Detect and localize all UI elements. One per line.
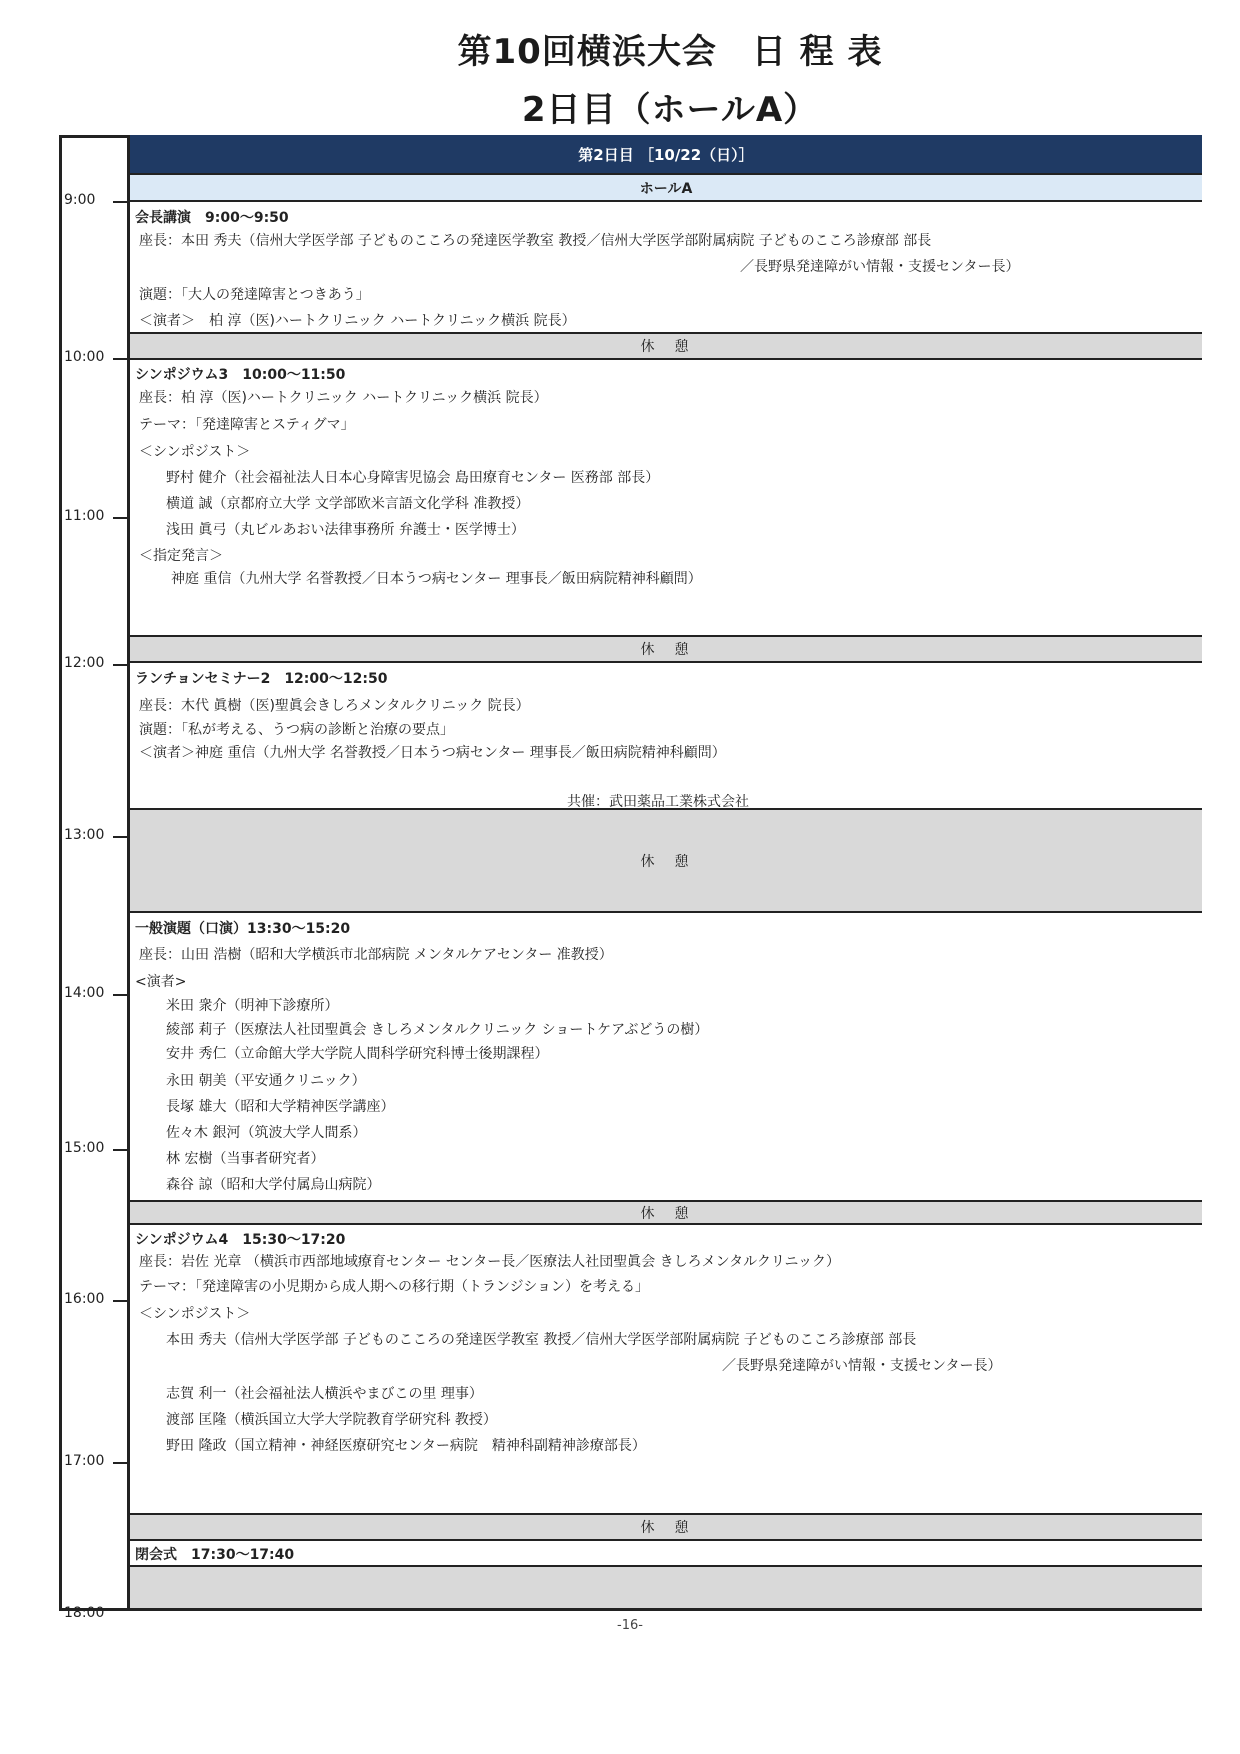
session-topic: 演題：「私が考える、うつ病の診断と治療の要点」 <box>139 722 454 738</box>
speaker-label: <演者> <box>135 974 187 990</box>
symposist: 本田 秀夫（信州大学医学部 子どものこころの発達医学教室 教授／信州大学医学部附属病院 子どものこころ診療部 部長 <box>166 1332 917 1348</box>
session-speaker: ＜演者＞ 柏 淳（医)ハートクリニック ハートクリニック横浜 院長） <box>139 313 576 329</box>
symposist-cont: ／長野県発達障がい情報・支援センター長） <box>722 1358 1002 1374</box>
symposist-label: ＜シンポジスト＞ <box>139 444 251 460</box>
symposist: 野田 隆政（国立精神・神経医療研究センター病院 精神科副精神診療部長） <box>166 1438 646 1454</box>
speaker: 綾部 莉子（医療法人社団聖眞会 きしろメンタルクリニック ショートケアぶどうの樹） <box>166 1022 709 1038</box>
session-symposium-4 <box>130 1225 1202 1515</box>
time-tick: 9:00 <box>64 192 95 208</box>
break-row: 休 憩 <box>130 334 1202 360</box>
session-chair: 座長：本田 秀夫（信州大学医学部 子どものこころの発達医学教室 教授／信州大学医学部附属病院 子どものこころ診療部 部長 <box>139 233 932 249</box>
session-title: シンポジウム4 15:30～17:20 <box>135 1232 346 1248</box>
session-chair: 座長：岩佐 光章 （横浜市西部地域療育センター センター長／医療法人社団聖眞会 きしろメンタルクリニック） <box>139 1254 840 1270</box>
session-presidential-lecture <box>130 202 1202 334</box>
speaker: 安井 秀仁（立命館大学大学院人間科学研究科博士後期課程） <box>166 1046 549 1062</box>
time-tick: 12:00 <box>64 655 104 671</box>
session-closing-ceremony <box>130 1541 1202 1567</box>
session-theme: テーマ：「発達障害とスティグマ」 <box>139 417 355 433</box>
session-chair: 座長：木代 眞樹（医)聖眞会きしろメンタルクリニック 院長） <box>139 698 530 714</box>
session-speaker: ＜演者＞神庭 重信（九州大学 名誉教授／日本うつ病センター 理事長／飯田病院精神科顧問） <box>139 745 726 761</box>
symposist: 野村 健介（社会福祉法人日本心身障害児協会 島田療育センター 医務部 部長） <box>166 470 660 486</box>
break-row: 休 憩 <box>130 810 1202 913</box>
time-tick: 13:00 <box>64 827 104 843</box>
time-tick: 18:00 <box>64 1605 105 1621</box>
hall-header: ホールA <box>130 175 1202 202</box>
time-tick: 17:00 <box>64 1453 104 1469</box>
speaker: 林 宏樹（当事者研究者） <box>166 1151 325 1167</box>
time-tick: 14:00 <box>64 985 104 1001</box>
empty-slot <box>130 1567 1202 1608</box>
break-row: 休 憩 <box>130 637 1202 663</box>
speaker: 森谷 諒（昭和大学付属烏山病院） <box>166 1177 381 1193</box>
symposist: 志賀 利一（社会福祉法人横浜やまびこの里 理事） <box>166 1386 483 1402</box>
symposist: 渡部 匡隆（横浜国立大学大学院教育学研究科 教授） <box>166 1412 497 1428</box>
time-tick: 11:00 <box>64 508 104 524</box>
session-chair-cont: ／長野県発達障がい情報・支援センター長） <box>740 259 1020 275</box>
time-tick: 15:00 <box>64 1140 104 1156</box>
symposist: 浅田 眞弓（丸ビルあおい法律事務所 弁護士・医学博士） <box>166 522 525 538</box>
session-title: 会長講演 9:00～9:50 <box>135 210 289 226</box>
time-tick: 10:00 <box>64 349 104 365</box>
speaker: 佐々木 銀河（筑波大学人間系） <box>166 1125 367 1141</box>
page-number: -16- <box>617 1618 643 1633</box>
session-luncheon-seminar-2 <box>130 663 1202 810</box>
page-title: 第10回横浜大会 日 程 表 <box>457 32 883 72</box>
session-chair: 座長：山田 浩樹（昭和大学横浜市北部病院 メンタルケアセンター 准教授） <box>139 947 613 963</box>
symposist: 横道 誠（京都府立大学 文学部欧米言語文化学科 准教授） <box>166 496 530 512</box>
session-title: 一般演題（口演）13:30～15:20 <box>135 921 351 937</box>
session-chair: 座長：柏 淳（医)ハートクリニック ハートクリニック横浜 院長） <box>139 390 548 406</box>
speaker: 永田 朝美（平安通クリニック） <box>166 1073 366 1089</box>
session-topic: 演題：「大人の発達障害とつきあう」 <box>139 287 370 303</box>
session-theme: テーマ：「発達障害の小児期から成人期への移行期（トランジション）を考える」 <box>139 1279 650 1295</box>
session-title: シンポジウム3 10:00～11:50 <box>135 367 346 383</box>
session-symposium-3 <box>130 360 1202 637</box>
speaker: 長塚 雄大（昭和大学精神医学講座） <box>166 1099 395 1115</box>
speaker: 米田 衆介（明神下診療所） <box>166 998 339 1014</box>
break-row: 休 憩 <box>130 1202 1202 1225</box>
page-subtitle: 2日目（ホールA） <box>521 90 819 130</box>
symposist-label: ＜シンポジスト＞ <box>139 1306 251 1322</box>
session-oral-presentations <box>130 913 1202 1202</box>
day-header: 第2日目 ［10/22（日）］ <box>130 135 1202 175</box>
break-row: 休 憩 <box>130 1515 1202 1541</box>
session-sponsor: 共催：武田薬品工業株式会社 <box>567 794 749 810</box>
session-title: 閉会式 17:30～17:40 <box>135 1547 295 1563</box>
session-title: ランチョンセミナー2 12:00～12:50 <box>135 671 388 687</box>
designated-label: ＜指定発言＞ <box>139 548 223 564</box>
time-tick: 16:00 <box>64 1291 104 1307</box>
designated-speaker: 神庭 重信（九州大学 名誉教授／日本うつ病センター 理事長／飯田病院精神科顧問） <box>171 571 702 587</box>
